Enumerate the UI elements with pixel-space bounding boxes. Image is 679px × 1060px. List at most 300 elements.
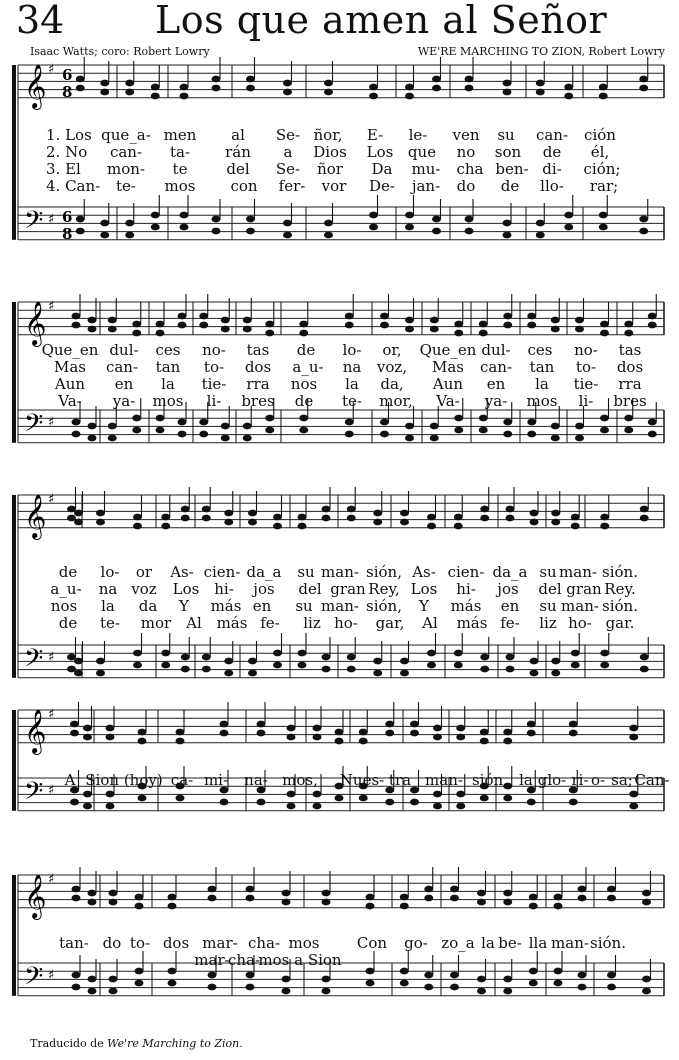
notehead bbox=[135, 980, 144, 987]
syllable: mos bbox=[526, 392, 558, 410]
notehead bbox=[221, 317, 230, 324]
syllable: te- bbox=[100, 614, 120, 632]
notehead bbox=[74, 658, 83, 665]
syllable: en bbox=[252, 597, 272, 615]
notehead bbox=[176, 729, 185, 736]
notehead bbox=[199, 322, 208, 329]
notehead bbox=[282, 976, 291, 983]
notehead bbox=[322, 506, 331, 513]
syllable: Aun bbox=[432, 375, 464, 393]
syllable: Va- bbox=[436, 392, 460, 410]
syllable: del bbox=[226, 160, 250, 178]
verse-1-line bbox=[0, 126, 679, 143]
notehead bbox=[156, 415, 165, 422]
notehead bbox=[536, 232, 545, 239]
notehead bbox=[564, 93, 573, 100]
syllable: él, bbox=[590, 143, 610, 161]
syllable: ho- bbox=[334, 614, 358, 632]
syllable: zo_a bbox=[441, 934, 475, 952]
syllable: ñor bbox=[317, 160, 343, 178]
notehead bbox=[313, 734, 322, 741]
notehead bbox=[639, 216, 648, 223]
notehead bbox=[72, 886, 81, 893]
syllable: ca- bbox=[170, 771, 194, 789]
treble-clef-icon: 𝄞 bbox=[24, 301, 47, 345]
syllable: Se- bbox=[275, 160, 301, 178]
notehead bbox=[536, 80, 545, 87]
syllable: hi- bbox=[214, 580, 234, 598]
syllable: la bbox=[519, 771, 533, 789]
notehead bbox=[450, 984, 459, 991]
notehead bbox=[88, 435, 97, 442]
syllable: ta- bbox=[169, 143, 191, 161]
notehead bbox=[454, 662, 463, 669]
notehead bbox=[551, 326, 560, 333]
syllable: de bbox=[500, 177, 520, 195]
syllable: de bbox=[58, 614, 78, 632]
syllable: Mas bbox=[432, 358, 464, 376]
notehead bbox=[503, 220, 512, 227]
syllable: su bbox=[295, 597, 313, 615]
notehead bbox=[640, 515, 649, 522]
notehead bbox=[400, 968, 409, 975]
treble-clef-icon: 𝄞 bbox=[24, 709, 47, 753]
syllable: Que_en bbox=[41, 341, 99, 359]
notehead bbox=[133, 523, 142, 530]
lyrics-system-4 bbox=[0, 771, 679, 789]
notehead bbox=[551, 423, 560, 430]
syllable: men bbox=[163, 126, 197, 144]
notehead bbox=[243, 317, 252, 324]
syllable: na bbox=[342, 358, 362, 376]
notehead bbox=[359, 738, 368, 745]
syllable: Se- bbox=[275, 126, 301, 144]
notehead bbox=[151, 84, 160, 91]
syllable: gar. bbox=[605, 614, 635, 632]
syllable: mos a Sion bbox=[258, 951, 342, 969]
notehead bbox=[282, 890, 291, 897]
notehead bbox=[335, 738, 344, 745]
notehead bbox=[88, 326, 97, 333]
notehead bbox=[347, 654, 356, 661]
notehead bbox=[527, 799, 536, 806]
syllable: E- bbox=[366, 126, 384, 144]
notehead bbox=[479, 321, 488, 328]
notehead bbox=[450, 972, 459, 979]
notehead bbox=[639, 228, 648, 235]
syllable: tan- bbox=[59, 934, 89, 952]
syllable: man- bbox=[551, 934, 589, 952]
notehead bbox=[265, 427, 274, 434]
notehead bbox=[503, 988, 512, 995]
notehead bbox=[551, 510, 560, 517]
notehead bbox=[530, 519, 539, 526]
notehead bbox=[257, 799, 266, 806]
notehead bbox=[479, 330, 488, 337]
notehead bbox=[527, 419, 536, 426]
notehead bbox=[503, 313, 512, 320]
syllable: ho- bbox=[568, 614, 592, 632]
treble-clef-icon: 𝄞 bbox=[24, 874, 47, 918]
notehead bbox=[432, 228, 441, 235]
notehead bbox=[322, 899, 331, 906]
notehead bbox=[405, 84, 414, 91]
notehead bbox=[220, 721, 229, 728]
notehead bbox=[100, 220, 109, 227]
notehead bbox=[135, 894, 144, 901]
time-signature-bottom: 8 bbox=[62, 83, 73, 101]
notehead bbox=[569, 721, 578, 728]
translation-source: We're Marching to Zion. bbox=[107, 1037, 243, 1050]
syllable: con bbox=[230, 177, 258, 195]
syllable: ción; bbox=[583, 160, 621, 178]
syllable: man- bbox=[559, 563, 597, 581]
syllable: li- bbox=[578, 392, 594, 410]
notehead bbox=[221, 326, 230, 333]
notehead bbox=[433, 734, 442, 741]
notehead bbox=[527, 322, 536, 329]
notehead bbox=[536, 220, 545, 227]
notehead bbox=[72, 431, 81, 438]
syllable: cha- bbox=[247, 934, 281, 952]
notehead bbox=[554, 968, 563, 975]
syllable: mos bbox=[164, 177, 196, 195]
notehead bbox=[178, 313, 187, 320]
syllable: ñor, bbox=[313, 126, 343, 144]
notehead bbox=[427, 650, 436, 657]
notehead bbox=[599, 224, 608, 231]
syllable: Rey, bbox=[368, 580, 400, 598]
notehead bbox=[477, 976, 486, 983]
notehead bbox=[629, 725, 638, 732]
notehead bbox=[132, 415, 141, 422]
notehead bbox=[322, 890, 331, 897]
syllable: sión. bbox=[590, 934, 626, 952]
notehead bbox=[369, 224, 378, 231]
notehead bbox=[345, 322, 354, 329]
notehead bbox=[208, 886, 217, 893]
syllable: Dios bbox=[313, 143, 347, 161]
notehead bbox=[246, 984, 255, 991]
syllable: 1. Los bbox=[46, 126, 92, 144]
syllable: lla bbox=[528, 934, 548, 952]
notehead bbox=[564, 84, 573, 91]
notehead bbox=[347, 515, 356, 522]
notehead bbox=[178, 431, 187, 438]
notehead bbox=[503, 322, 512, 329]
notehead bbox=[432, 76, 441, 83]
notehead bbox=[400, 670, 409, 677]
notehead bbox=[385, 730, 394, 737]
syllable: te bbox=[172, 160, 188, 178]
notehead bbox=[168, 894, 177, 901]
syllable: de bbox=[58, 563, 78, 581]
notehead bbox=[380, 313, 389, 320]
notehead bbox=[322, 988, 331, 995]
notehead bbox=[600, 427, 609, 434]
notehead bbox=[133, 650, 142, 657]
notehead bbox=[430, 423, 439, 430]
notehead bbox=[571, 650, 580, 657]
notehead bbox=[385, 799, 394, 806]
notehead bbox=[642, 988, 651, 995]
notehead bbox=[88, 317, 97, 324]
notehead bbox=[373, 510, 382, 517]
syllable: can- bbox=[535, 126, 569, 144]
syllable: voz, bbox=[376, 358, 408, 376]
notehead bbox=[477, 988, 486, 995]
notehead bbox=[313, 791, 322, 798]
notehead bbox=[503, 431, 512, 438]
notehead bbox=[72, 895, 81, 902]
notehead bbox=[202, 515, 211, 522]
syllable: dos bbox=[162, 934, 190, 952]
syllable: man- bbox=[321, 597, 359, 615]
notehead bbox=[83, 803, 92, 810]
notehead bbox=[366, 903, 375, 910]
syllable: Y bbox=[419, 597, 429, 615]
notehead bbox=[96, 658, 105, 665]
notehead bbox=[575, 317, 584, 324]
notehead bbox=[624, 321, 633, 328]
notehead bbox=[106, 734, 115, 741]
notehead bbox=[109, 899, 118, 906]
notehead bbox=[181, 506, 190, 513]
notehead bbox=[324, 232, 333, 239]
notehead bbox=[648, 322, 657, 329]
notehead bbox=[373, 658, 382, 665]
notehead bbox=[287, 803, 296, 810]
sharp-icon: ♯ bbox=[48, 212, 55, 227]
notehead bbox=[180, 212, 189, 219]
notehead bbox=[273, 523, 282, 530]
notehead bbox=[156, 321, 165, 328]
notehead bbox=[400, 894, 409, 901]
syllable: ya- bbox=[484, 392, 508, 410]
notehead bbox=[503, 899, 512, 906]
notehead bbox=[221, 435, 230, 442]
notehead bbox=[248, 510, 257, 517]
syllable: can- bbox=[109, 143, 143, 161]
notehead bbox=[298, 662, 307, 669]
syllable: la bbox=[345, 375, 359, 393]
syllable: mos bbox=[288, 934, 320, 952]
notehead bbox=[133, 514, 142, 521]
notehead bbox=[265, 321, 274, 328]
sharp-icon: ♯ bbox=[48, 872, 55, 887]
notehead bbox=[313, 803, 322, 810]
notehead bbox=[138, 729, 147, 736]
notehead bbox=[287, 725, 296, 732]
treble-clef-icon: 𝄞 bbox=[24, 494, 47, 538]
syllable: 2. No bbox=[46, 143, 88, 161]
notehead bbox=[380, 322, 389, 329]
syllable: voz bbox=[131, 580, 157, 598]
notehead bbox=[161, 514, 170, 521]
notehead bbox=[212, 228, 221, 235]
notehead bbox=[265, 415, 274, 422]
notehead bbox=[599, 93, 608, 100]
syllable: dul- bbox=[109, 341, 139, 359]
syllable: o- bbox=[590, 771, 606, 789]
sharp-icon: ♯ bbox=[48, 650, 55, 665]
notehead bbox=[433, 725, 442, 732]
syllable: Sion (hoy) bbox=[85, 771, 163, 789]
notehead bbox=[405, 435, 414, 442]
notehead bbox=[224, 658, 233, 665]
syllable: Va- bbox=[58, 392, 82, 410]
notehead bbox=[345, 419, 354, 426]
syllable: dos bbox=[616, 358, 644, 376]
notehead bbox=[168, 903, 177, 910]
syllable: jos bbox=[497, 580, 519, 598]
syllable: da_a bbox=[492, 563, 528, 581]
syllable: 4. Can- bbox=[46, 177, 101, 195]
notehead bbox=[369, 93, 378, 100]
syllable: Al bbox=[186, 614, 202, 632]
syllable: hi- bbox=[456, 580, 476, 598]
notehead bbox=[385, 721, 394, 728]
notehead bbox=[503, 795, 512, 802]
notehead bbox=[168, 980, 177, 987]
syllable: su bbox=[539, 597, 557, 615]
notehead bbox=[480, 795, 489, 802]
notehead bbox=[322, 666, 331, 673]
notehead bbox=[220, 799, 229, 806]
treble-clef-icon: 𝄞 bbox=[24, 64, 47, 108]
syllable: tie- bbox=[201, 375, 227, 393]
syllable: la bbox=[101, 597, 115, 615]
notehead bbox=[575, 326, 584, 333]
notehead bbox=[465, 216, 474, 223]
notehead bbox=[156, 330, 165, 337]
notehead bbox=[529, 894, 538, 901]
notehead bbox=[72, 322, 81, 329]
syllable: mar- bbox=[194, 951, 230, 969]
lyrics-system-5 bbox=[0, 934, 679, 968]
syllable: go- bbox=[404, 934, 428, 952]
notehead bbox=[648, 419, 657, 426]
bass-clef-icon: 𝄢 bbox=[24, 409, 44, 444]
syllable: de bbox=[542, 143, 562, 161]
notehead bbox=[83, 725, 92, 732]
notehead bbox=[405, 212, 414, 219]
notehead bbox=[70, 799, 79, 806]
notehead bbox=[106, 803, 115, 810]
notehead bbox=[551, 658, 560, 665]
notehead bbox=[503, 419, 512, 426]
syllable: le- bbox=[408, 126, 428, 144]
notehead bbox=[212, 216, 221, 223]
notehead bbox=[424, 972, 433, 979]
notehead bbox=[648, 431, 657, 438]
notehead bbox=[359, 795, 368, 802]
syllable: de bbox=[294, 392, 314, 410]
syllable: jos bbox=[253, 580, 275, 598]
notehead bbox=[454, 514, 463, 521]
notehead bbox=[108, 326, 117, 333]
syllable: Que_en bbox=[419, 341, 477, 359]
notehead bbox=[600, 415, 609, 422]
notehead bbox=[88, 988, 97, 995]
notehead bbox=[76, 85, 85, 92]
notehead bbox=[100, 89, 109, 96]
notehead bbox=[108, 317, 117, 324]
notehead bbox=[380, 419, 389, 426]
syllable: dul- bbox=[481, 341, 511, 359]
notehead bbox=[248, 519, 257, 526]
notehead bbox=[400, 903, 409, 910]
notehead bbox=[629, 734, 638, 741]
lyrics-system-3 bbox=[0, 563, 679, 633]
syllable: cien- bbox=[203, 563, 241, 581]
notehead bbox=[322, 976, 331, 983]
syllable: que_a- bbox=[101, 126, 151, 144]
syllable: can- bbox=[479, 358, 513, 376]
syllable: mi- bbox=[203, 771, 229, 789]
syllable: As- bbox=[170, 563, 194, 581]
syllable: li- bbox=[206, 392, 222, 410]
notehead bbox=[503, 976, 512, 983]
notehead bbox=[527, 721, 536, 728]
syllable: can- bbox=[105, 358, 139, 376]
notehead bbox=[554, 894, 563, 901]
notehead bbox=[551, 670, 560, 677]
notehead bbox=[208, 984, 217, 991]
syllable: tas bbox=[618, 341, 642, 359]
notehead bbox=[454, 523, 463, 530]
syllable: be- bbox=[498, 934, 522, 952]
syllable: en bbox=[486, 375, 506, 393]
syllable: que bbox=[407, 143, 437, 161]
time-signature-top: 6 bbox=[62, 208, 73, 226]
notehead bbox=[335, 795, 344, 802]
notehead bbox=[600, 321, 609, 328]
syllable: vor bbox=[321, 177, 347, 195]
time-signature-top: 6 bbox=[62, 66, 73, 84]
notehead bbox=[202, 654, 211, 661]
notehead bbox=[257, 721, 266, 728]
syllable: dos bbox=[244, 358, 272, 376]
syllable: or, bbox=[382, 341, 402, 359]
syllable: glo- bbox=[537, 771, 567, 789]
notehead bbox=[298, 514, 307, 521]
notehead bbox=[76, 76, 85, 83]
syllable: mos bbox=[152, 392, 184, 410]
notehead bbox=[369, 212, 378, 219]
notehead bbox=[246, 85, 255, 92]
syllable: sión, bbox=[472, 771, 508, 789]
notehead bbox=[88, 890, 97, 897]
syllable: te- bbox=[342, 392, 362, 410]
notehead bbox=[642, 976, 651, 983]
notehead bbox=[83, 734, 92, 741]
notehead bbox=[433, 803, 442, 810]
syllable: a_u- bbox=[292, 358, 324, 376]
notehead bbox=[477, 890, 486, 897]
notehead bbox=[125, 220, 134, 227]
syllable: or bbox=[135, 563, 153, 581]
syllable: no bbox=[456, 143, 476, 161]
notehead bbox=[529, 980, 538, 987]
notehead bbox=[335, 729, 344, 736]
notehead bbox=[109, 988, 118, 995]
notehead bbox=[424, 984, 433, 991]
notehead bbox=[600, 523, 609, 530]
syllable: do bbox=[102, 934, 122, 952]
notehead bbox=[366, 894, 375, 901]
lyrics-system-1 bbox=[0, 126, 679, 196]
